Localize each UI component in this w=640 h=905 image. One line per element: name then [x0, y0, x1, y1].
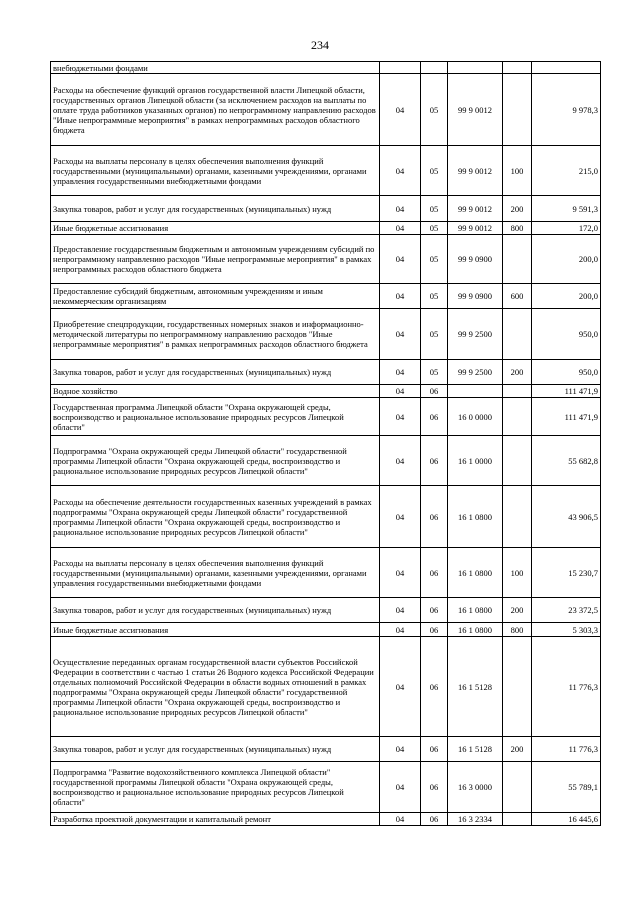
expense-name: Предоставление субсидий бюджетным, автономным учреждениям и иным некоммерческим организациям — [51, 284, 380, 309]
subsection-code: 05 — [421, 309, 448, 360]
section-code: 04 — [380, 146, 421, 196]
table-row — [51, 309, 601, 360]
subsection-code: 06 — [421, 762, 448, 813]
table-row — [51, 385, 601, 398]
section-code: 04 — [380, 309, 421, 360]
section-code: 04 — [380, 436, 421, 486]
expense-type-code: 200 — [503, 598, 532, 623]
section-code: 04 — [380, 762, 421, 813]
subsection-code: 06 — [421, 385, 448, 398]
expense-name: Расходы на выплаты персоналу в целях обеспечения выполнения функций государственными (муниципальными) органами, казенными учреждениями, органами управления государственными внебюджетными фондами — [51, 146, 380, 196]
expense-type-code — [503, 486, 532, 548]
budget-table-body — [51, 62, 601, 826]
target-code: 99 9 0012 — [448, 196, 503, 222]
target-code: 16 1 0800 — [448, 486, 503, 548]
subsection-code: 05 — [421, 222, 448, 235]
table-row — [51, 62, 601, 74]
target-code: 99 9 2500 — [448, 360, 503, 385]
expense-type-code — [503, 235, 532, 284]
amount: 111 471,9 — [532, 398, 601, 436]
table-row — [51, 548, 601, 598]
target-code — [448, 62, 503, 74]
budget-table — [50, 61, 601, 826]
expense-name: Закупка товаров, работ и услуг для государственных (муниципальных) нужд — [51, 737, 380, 762]
expense-name: Закупка товаров, работ и услуг для государственных (муниципальных) нужд — [51, 196, 380, 222]
target-code: 99 9 0012 — [448, 222, 503, 235]
expense-type-code — [503, 62, 532, 74]
section-code: 04 — [380, 284, 421, 309]
expense-name: Осуществление переданных органам государственной власти субъектов Российской Федерации в соответствии с частью 1 статьи 26 Водного кодекса Российской Федерации отдельных полномочий Российской Федерации в области водных отношений в рамках подпрограммы "Охрана окружающей среды Липецкой области" государственной программы Липецкой области "Охрана окружающей среды, воспроизводство и рациональное использование природных ресурсов Липецкой области" — [51, 637, 380, 737]
subsection-code: 05 — [421, 235, 448, 284]
expense-type-code: 200 — [503, 360, 532, 385]
expense-name: Предоставление государственным бюджетным и автономным учреждениям субсидий по непрограммному направлению расходов "Иные непрограммные мероприятия" в рамках непрограммных расходов областного бюджета — [51, 235, 380, 284]
expense-type-code: 200 — [503, 196, 532, 222]
table-row — [51, 762, 601, 813]
section-code: 04 — [380, 360, 421, 385]
section-code: 04 — [380, 813, 421, 826]
target-code: 16 1 5128 — [448, 637, 503, 737]
expense-type-code — [503, 309, 532, 360]
table-row — [51, 737, 601, 762]
section-code: 04 — [380, 74, 421, 146]
table-row — [51, 360, 601, 385]
amount: 172,0 — [532, 222, 601, 235]
section-code: 04 — [380, 385, 421, 398]
expense-name: Закупка товаров, работ и услуг для государственных (муниципальных) нужд — [51, 598, 380, 623]
section-code: 04 — [380, 737, 421, 762]
subsection-code: 06 — [421, 623, 448, 637]
target-code: 99 9 0900 — [448, 235, 503, 284]
expense-type-code: 100 — [503, 146, 532, 196]
table-row — [51, 146, 601, 196]
section-code: 04 — [380, 486, 421, 548]
expense-type-code — [503, 436, 532, 486]
amount: 950,0 — [532, 309, 601, 360]
section-code: 04 — [380, 623, 421, 637]
table-row — [51, 284, 601, 309]
table-row — [51, 598, 601, 623]
target-code: 16 0 0000 — [448, 398, 503, 436]
expense-type-code — [503, 637, 532, 737]
expense-name: Приобретение спецпродукции, государственных номерных знаков и информационно-методической литературы по непрограммному направлению расходов "Иные непрограммные мероприятия" в рамках непрограммных расходов областного бюджета — [51, 309, 380, 360]
subsection-code: 06 — [421, 398, 448, 436]
expense-name: Расходы на обеспечение деятельности государственных казенных учреждений в рамках подпрограммы "Охрана окружающей среды Липецкой области" государственной программы Липецкой области "Охрана окружающей среды, воспроизводство и рациональное использование природных ресурсов Липецкой области" — [51, 486, 380, 548]
subsection-code: 05 — [421, 360, 448, 385]
expense-name: Закупка товаров, работ и услуг для государственных (муниципальных) нужд — [51, 360, 380, 385]
target-code: 99 9 0012 — [448, 74, 503, 146]
amount: 11 776,3 — [532, 737, 601, 762]
expense-name: Иные бюджетные ассигнования — [51, 623, 380, 637]
table-row — [51, 196, 601, 222]
section-code: 04 — [380, 398, 421, 436]
expense-type-code — [503, 762, 532, 813]
expense-name: Подпрограмма "Развитие водохозяйственного комплекса Липецкой области" государственной программы Липецкой области "Охрана окружающей среды, воспроизводство и рациональное использование природных ресурсов Липецкой области" — [51, 762, 380, 813]
subsection-code: 05 — [421, 146, 448, 196]
expense-type-code — [503, 385, 532, 398]
amount: 950,0 — [532, 360, 601, 385]
expense-type-code — [503, 813, 532, 826]
expense-name: Расходы на обеспечение функций органов государственной власти Липецкой области, государственных органов Липецкой области (за исключением расходов на выплаты по оплате труда работников указанных органов) по непрограммному направлению расходов "Иные непрограммные мероприятия" в рамках непрограммных расходов областного бюджета — [51, 74, 380, 146]
subsection-code: 06 — [421, 486, 448, 548]
subsection-code: 05 — [421, 284, 448, 309]
amount: 23 372,5 — [532, 598, 601, 623]
expense-type-code — [503, 398, 532, 436]
section-code: 04 — [380, 235, 421, 284]
target-code: 16 1 0800 — [448, 548, 503, 598]
amount: 43 906,5 — [532, 486, 601, 548]
section-code: 04 — [380, 548, 421, 598]
page-number: 234 — [311, 38, 329, 52]
amount: 9 978,3 — [532, 74, 601, 146]
subsection-code — [421, 62, 448, 74]
table-row — [51, 436, 601, 486]
target-code: 16 3 0000 — [448, 762, 503, 813]
expense-type-code: 200 — [503, 737, 532, 762]
amount: 200,0 — [532, 284, 601, 309]
subsection-code: 05 — [421, 196, 448, 222]
amount: 200,0 — [532, 235, 601, 284]
amount — [532, 62, 601, 74]
amount: 16 445,6 — [532, 813, 601, 826]
section-code: 04 — [380, 598, 421, 623]
subsection-code: 06 — [421, 637, 448, 737]
target-code: 16 1 0800 — [448, 598, 503, 623]
subsection-code: 06 — [421, 813, 448, 826]
expense-name: внебюджетными фондами — [51, 62, 380, 74]
amount: 55 682,8 — [532, 436, 601, 486]
target-code: 16 3 2334 — [448, 813, 503, 826]
subsection-code: 06 — [421, 548, 448, 598]
amount: 111 471,9 — [532, 385, 601, 398]
amount: 9 591,3 — [532, 196, 601, 222]
subsection-code: 05 — [421, 74, 448, 146]
expense-type-code — [503, 74, 532, 146]
amount: 15 230,7 — [532, 548, 601, 598]
target-code — [448, 385, 503, 398]
expense-type-code: 600 — [503, 284, 532, 309]
subsection-code: 06 — [421, 598, 448, 623]
subsection-code: 06 — [421, 737, 448, 762]
expense-name: Подпрограмма "Охрана окружающей среды Липецкой области" государственной программы Липецкой области "Охрана окружающей среды, воспроизводство и рациональное использование природных ресурсов Липецкой области" — [51, 436, 380, 486]
expense-name: Разработка проектной документации и капитальный ремонт — [51, 813, 380, 826]
target-code: 99 9 0012 — [448, 146, 503, 196]
expense-name: Государственная программа Липецкой области "Охрана окружающей среды, воспроизводство и рациональное использование природных ресурсов Липецкой области" — [51, 398, 380, 436]
expense-name: Иные бюджетные ассигнования — [51, 222, 380, 235]
target-code: 16 1 0800 — [448, 623, 503, 637]
table-row — [51, 222, 601, 235]
expense-type-code: 800 — [503, 222, 532, 235]
target-code: 16 1 0000 — [448, 436, 503, 486]
amount: 215,0 — [532, 146, 601, 196]
table-row — [51, 235, 601, 284]
table-row — [51, 813, 601, 826]
expense-name: Расходы на выплаты персоналу в целях обеспечения выполнения функций государственными (муниципальными) органами, казенными учреждениями, органами управления государственными внебюджетными фондами — [51, 548, 380, 598]
amount: 11 776,3 — [532, 637, 601, 737]
amount: 55 789,1 — [532, 762, 601, 813]
expense-name: Водное хозяйство — [51, 385, 380, 398]
table-row — [51, 74, 601, 146]
table-row — [51, 623, 601, 637]
section-code: 04 — [380, 637, 421, 737]
table-row — [51, 398, 601, 436]
table-row — [51, 486, 601, 548]
target-code: 99 9 2500 — [448, 309, 503, 360]
amount: 5 303,3 — [532, 623, 601, 637]
target-code: 16 1 5128 — [448, 737, 503, 762]
table-row — [51, 637, 601, 737]
expense-type-code: 800 — [503, 623, 532, 637]
section-code — [380, 62, 421, 74]
section-code: 04 — [380, 222, 421, 235]
target-code: 99 9 0900 — [448, 284, 503, 309]
subsection-code: 06 — [421, 436, 448, 486]
expense-type-code: 100 — [503, 548, 532, 598]
section-code: 04 — [380, 196, 421, 222]
